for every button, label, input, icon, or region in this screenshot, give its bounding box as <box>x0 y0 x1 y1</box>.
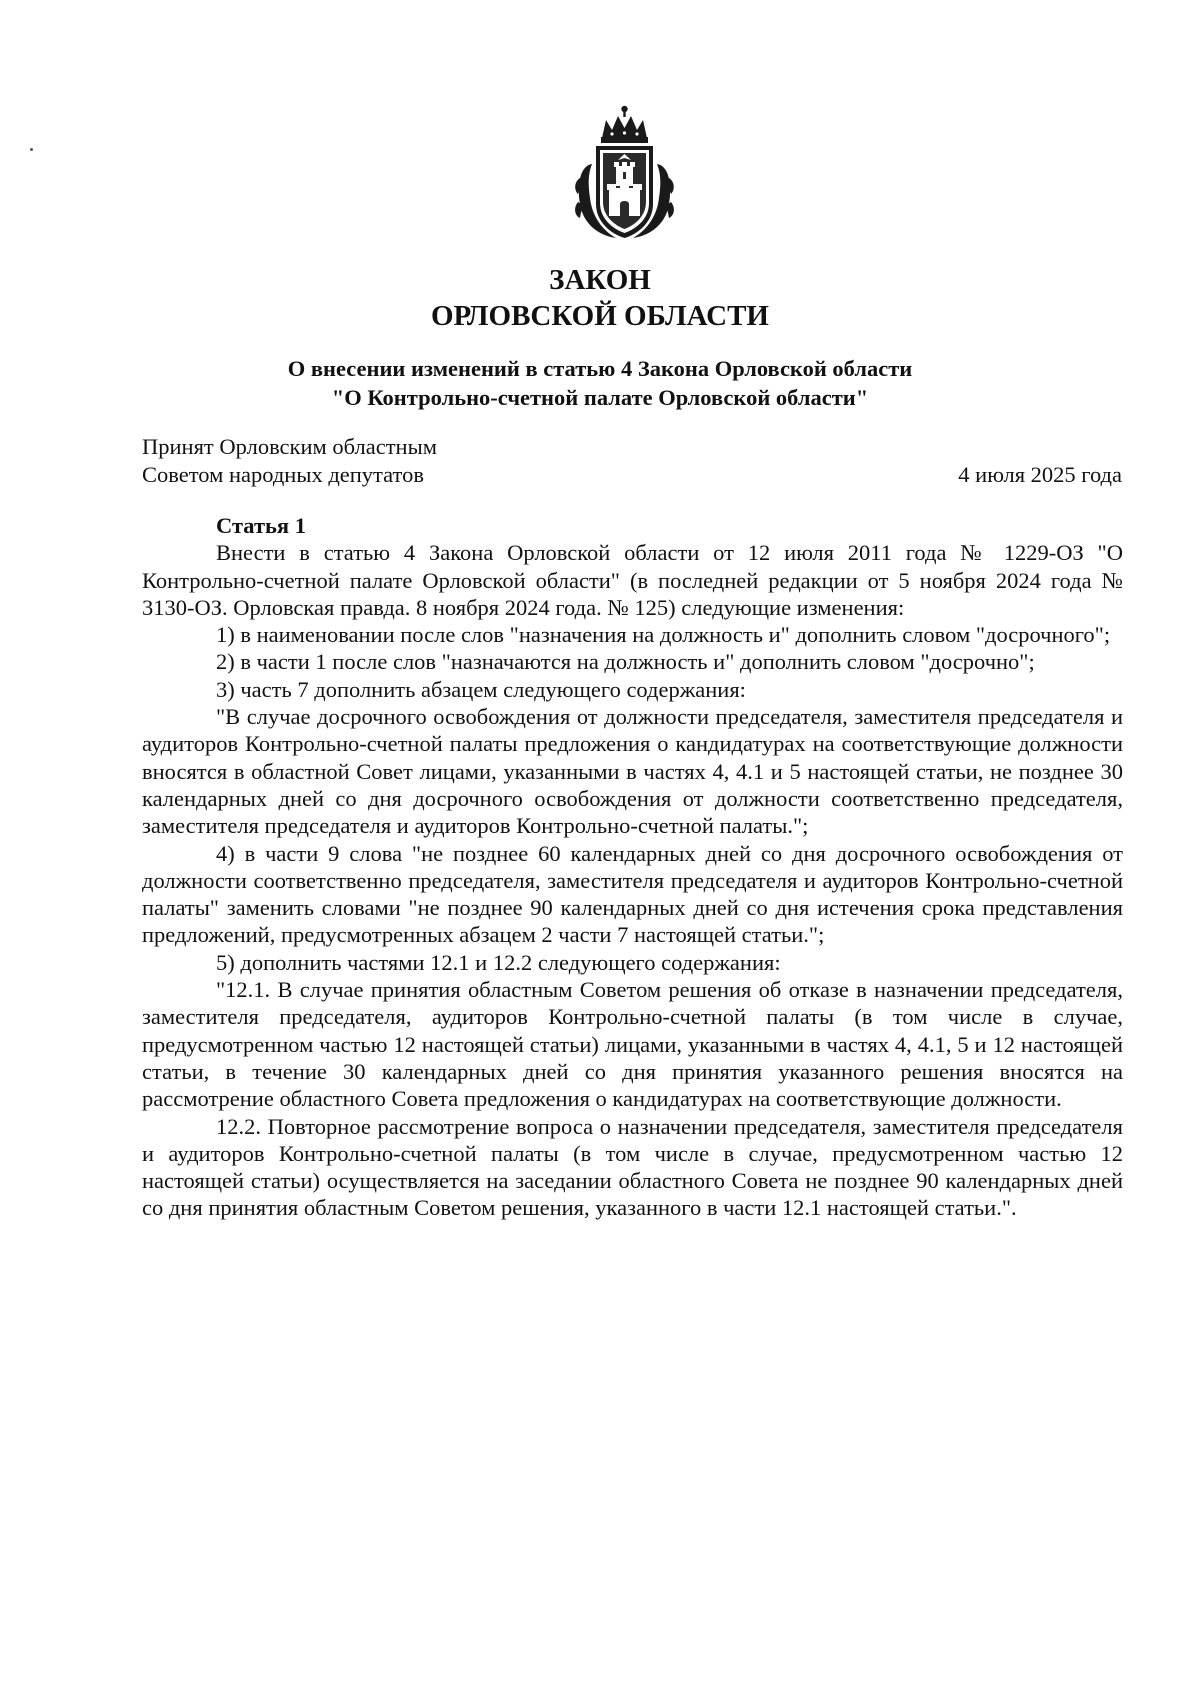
article-paragraph: "В случае досрочного освобождения от должности председателя, заместителя председателя и аудиторов Контрольно-счетной палаты предложения о кандидатурах на соответствующие должности вносятся в областной Совет лицами, указанными в частях 4, 4.1 и 5 настоящей статьи, не позднее 30 календарных дней со дня досрочного освобождения от должности соответственно председателя, заместителя председателя и аудиторов Контрольно-счетной палаты."; <box>142 704 1123 839</box>
law-subject-line-1: О внесении изменений в статью 4 Закона Орловской области <box>287 356 913 381</box>
document-type-title: ЗАКОН <box>549 264 651 296</box>
article-paragraph: 12.2. Повторное рассмотрение вопроса о назначении председателя, заместителя председателя и аудиторов Контрольно-счетной палаты (в том числе в случае, предусмотренном частью 12 настоящей статьи) осуществляется на заседании областного Совета не позднее 90 календарных дней со дня принятия областным Советом решения, указанного в части 12.1 настоящей статьи.". <box>142 1113 1123 1221</box>
scan-speck <box>30 148 33 151</box>
article-paragraph: Внести в статью 4 Закона Орловской области от 12 июля 2011 года № 1229-ОЗ "О Контрольно-счетной палате Орловской области" (в последней редакции от 5 ноября 2024 года № 3130-ОЗ. Орловская правда. 8 ноября 2024 года. № 125) следующие изменения: <box>142 540 1123 620</box>
adoption-date: 4 июля 2025 года <box>958 462 1122 487</box>
adoption-line-1: Принят Орловским областным <box>142 434 437 459</box>
law-subject-line-2: "О Контрольно-счетной палате Орловской области" <box>331 385 869 410</box>
adoption-block <box>142 433 1122 489</box>
article-body <box>142 512 1123 1222</box>
article-heading: Статья 1 <box>216 513 306 538</box>
article-paragraph: 5) дополнить частями 12.1 и 12.2 следующего содержания: <box>216 949 781 975</box>
adoption-line-2: Советом народных депутатов <box>142 462 424 487</box>
issuing-region-title: ОРЛОВСКОЙ ОБЛАСТИ <box>430 300 769 332</box>
coat-of-arms-icon <box>572 104 677 244</box>
article-paragraph: "12.1. В случае принятия областным Советом решения об отказе в назначении председателя, заместителя председателя, аудиторов Контрольно-счетной палаты (в том числе в случае, предусмотренном частью 12 настоящей статьи) лицами, указанными в частях 4, 4.1, 5 и 12 настоящей статьи, в течение 30 календарных дней со дня принятия указанного решения вносятся на рассмотрение областного Совета предложения о кандидатурах на соответствующие должности. <box>142 977 1123 1112</box>
article-paragraph: 2) в части 1 после слов "назначаются на должность и" дополнить словом "досрочно"; <box>216 649 1035 675</box>
article-paragraph: 1) в наименовании после слов "назначения на должность и" дополнить словом "досрочного"; <box>216 622 1111 648</box>
article-paragraph: 3) часть 7 дополнить абзацем следующего содержания: <box>216 676 746 702</box>
article-paragraph: 4) в части 9 слова "не позднее 60 календарных дней со дня досрочного освобождения от должности соответственно председателя, заместителя председателя и аудиторов Контрольно-счетной палаты" заменить словами "не позднее 90 календарных дней со дня истечения срока представления предложений, предусмотренных абзацем 2 части 7 настоящей статьи."; <box>142 840 1123 948</box>
